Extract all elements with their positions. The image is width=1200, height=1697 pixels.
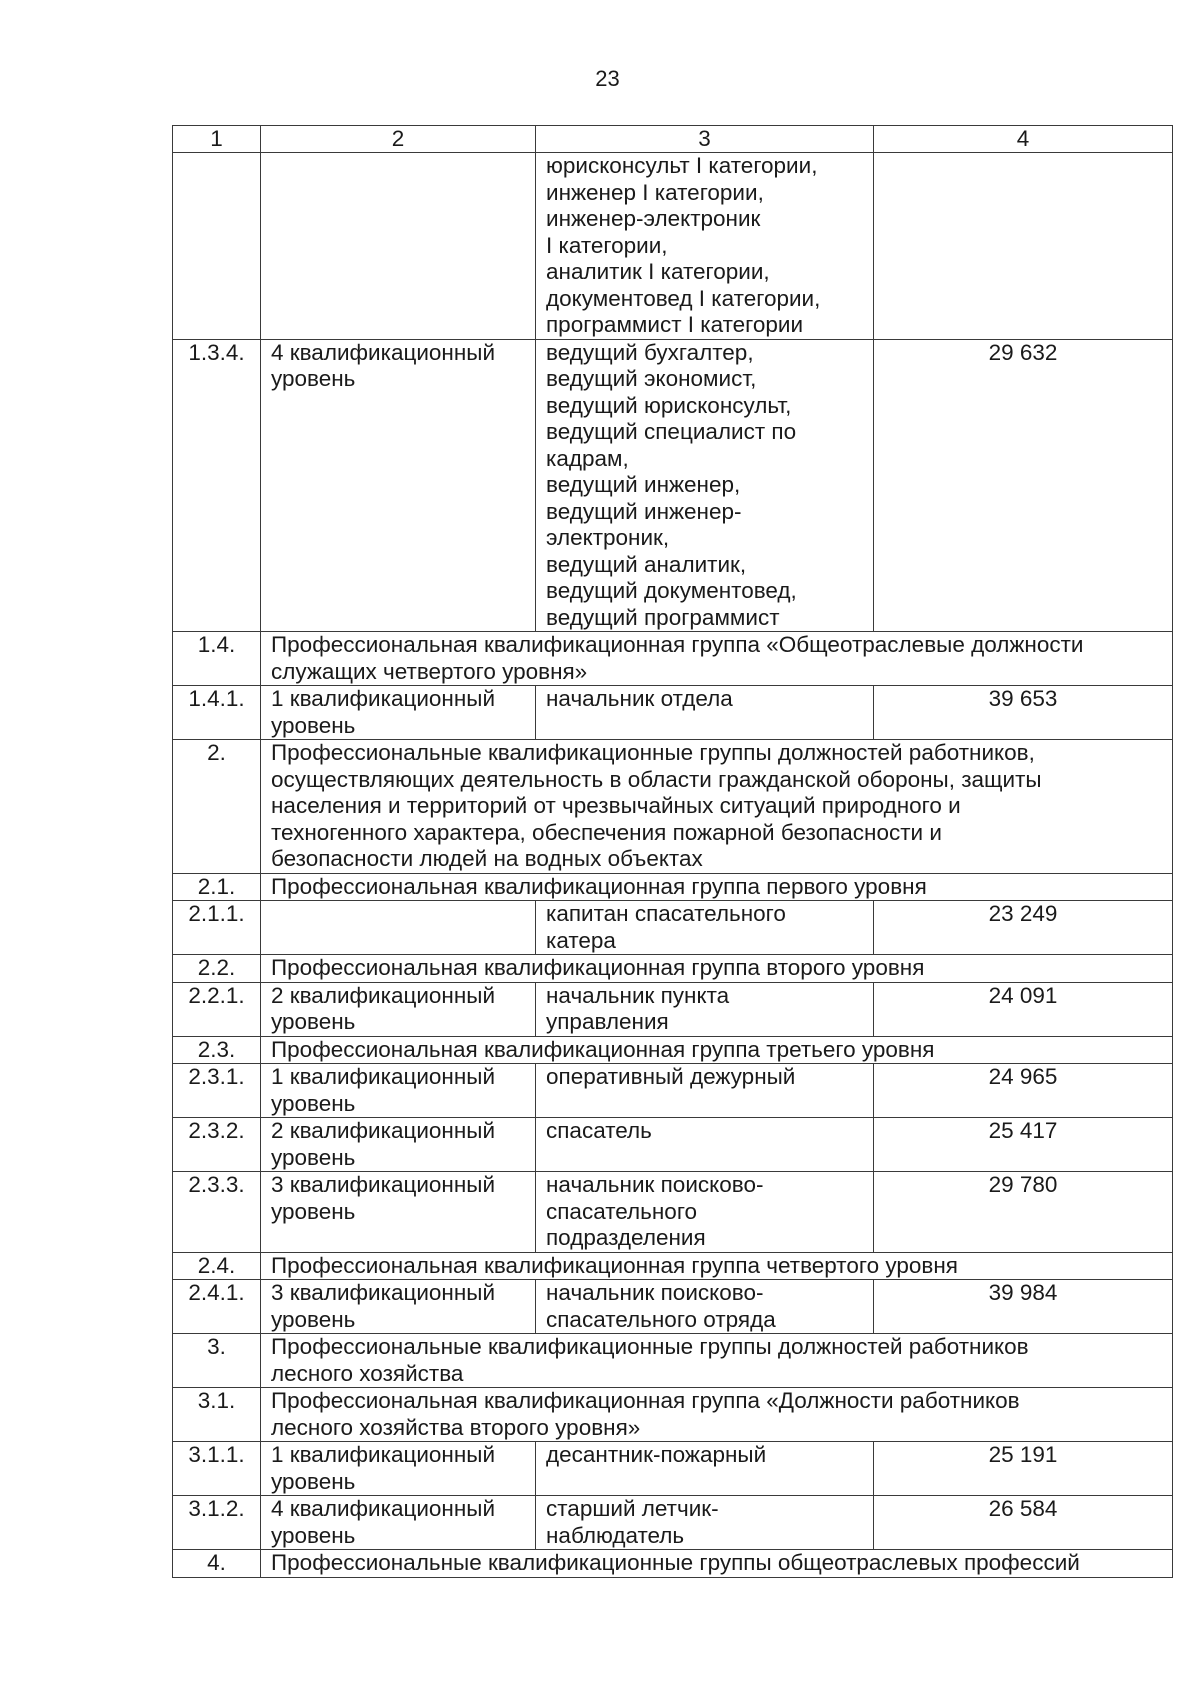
- row-number: 3.1.2.: [173, 1496, 261, 1550]
- row-number: 2.1.1.: [173, 901, 261, 955]
- salary-value: 23 249: [874, 901, 1173, 955]
- row-number: 3.1.1.: [173, 1442, 261, 1496]
- group-title-line: Профессиональная квалификационная группа третьего уровня: [271, 1036, 935, 1062]
- group-title-line: осуществляющих деятельность в области гражданской обороны, защиты: [271, 766, 1042, 792]
- group-title: [261, 740, 1173, 874]
- positions-cell: [536, 1064, 874, 1118]
- group-title-line: Профессиональная квалификационная группа «Общеотраслевые должности: [271, 632, 1084, 657]
- position-line: спасательного: [546, 1198, 698, 1224]
- position-line: юрисконсульт I категории,: [546, 153, 818, 178]
- group-title-line: лесного хозяйства второго уровня»: [271, 1414, 641, 1440]
- row-number: 2.3.: [173, 1036, 261, 1064]
- group-heading-row: [173, 740, 1173, 874]
- table-row: [173, 1064, 1173, 1118]
- table-row: [173, 153, 1173, 340]
- row-number: 2.4.1.: [173, 1280, 261, 1334]
- qualification-level: 1 квалификационный уровень: [261, 1442, 536, 1496]
- group-title-line: Профессиональные квалификационные группы должностей работников: [271, 1334, 1029, 1359]
- group-title-line: Профессиональные квалификационные группы должностей работников,: [271, 740, 1035, 765]
- row-number: 3.: [173, 1334, 261, 1388]
- position-line: капитан спасательного: [546, 901, 786, 926]
- table-row: [173, 1172, 1173, 1253]
- page-number: 23: [595, 66, 620, 91]
- group-title-line: Профессиональная квалификационная группа второго уровня: [271, 955, 925, 980]
- header-col-4: 4: [874, 126, 1173, 153]
- table-row: [173, 1442, 1173, 1496]
- row-number: 2.2.1.: [173, 982, 261, 1036]
- group-title: [261, 873, 1173, 901]
- positions-cell: [536, 901, 874, 955]
- positions-cell: [536, 982, 874, 1036]
- position-line: ведущий специалист по: [546, 419, 797, 444]
- row-number: 2.2.: [173, 955, 261, 983]
- group-heading-row: [173, 1334, 1173, 1388]
- table-row: [173, 982, 1173, 1036]
- table-row: [173, 1280, 1173, 1334]
- position-line: ведущий программист: [546, 604, 780, 630]
- salary-value: 25 417: [874, 1118, 1173, 1172]
- qualification-level: 1 квалификационный уровень: [261, 1064, 536, 1118]
- table-row: [173, 1118, 1173, 1172]
- position-line: программист I категории: [546, 312, 804, 337]
- salary-value: 24 091: [874, 982, 1173, 1036]
- position-line: начальник пункта: [546, 982, 730, 1008]
- position-line: начальник поисково-: [546, 1280, 764, 1305]
- group-heading-row: [173, 1550, 1173, 1578]
- table-row: [173, 686, 1173, 740]
- positions-cell: [536, 1280, 874, 1334]
- group-heading-row: [173, 955, 1173, 983]
- row-number: 2.4.: [173, 1252, 261, 1280]
- position-line: I категории,: [546, 232, 668, 258]
- positions-cell: [536, 686, 874, 740]
- row-number: 2.3.2.: [173, 1118, 261, 1172]
- qualification-level: [261, 901, 536, 955]
- position-line: инженер I категории,: [546, 179, 764, 205]
- group-heading-row: [173, 632, 1173, 686]
- position-line: наблюдатель: [546, 1522, 685, 1548]
- row-number: 1.3.4.: [173, 339, 261, 632]
- position-line: оперативный дежурный: [546, 1064, 796, 1089]
- table-header-row: [173, 126, 1173, 153]
- salary-value: 39 653: [874, 686, 1173, 740]
- group-title-line: лесного хозяйства: [271, 1360, 464, 1386]
- position-line: электроник,: [546, 525, 670, 550]
- table-row: [173, 1496, 1173, 1550]
- row-number: [173, 153, 261, 340]
- group-title: [261, 1334, 1173, 1388]
- position-line: кадрам,: [546, 445, 629, 471]
- header-col-2: 2: [261, 126, 536, 153]
- group-heading-row: [173, 873, 1173, 901]
- positions-cell: [536, 339, 874, 632]
- position-line: десантник-пожарный: [546, 1442, 767, 1467]
- position-line: ведущий инженер-: [546, 498, 742, 524]
- qualification-level: 4 квалификационный уровень: [261, 1496, 536, 1550]
- qualification-level: 2 квалификационный уровень: [261, 1118, 536, 1172]
- position-line: документовед I категории,: [546, 285, 821, 311]
- salary-value: [874, 153, 1173, 340]
- qualification-level: 4 квалификационный уровень: [261, 339, 536, 632]
- group-title: [261, 632, 1173, 686]
- group-title: [261, 955, 1173, 983]
- row-number: 1.4.: [173, 632, 261, 686]
- position-line: катера: [546, 927, 616, 953]
- salary-value: 24 965: [874, 1064, 1173, 1118]
- position-line: управления: [546, 1009, 669, 1034]
- row-number: 2.3.3.: [173, 1172, 261, 1253]
- group-heading-row: [173, 1036, 1173, 1064]
- table-row: [173, 901, 1173, 955]
- positions-cell: [536, 1442, 874, 1496]
- salary-value: 29 632: [874, 339, 1173, 632]
- group-title-line: Профессиональные квалификационные группы общеотраслевых профессий: [271, 1550, 1080, 1575]
- header-col-3: 3: [536, 126, 874, 153]
- group-title: [261, 1388, 1173, 1442]
- qualification-level: 2 квалификационный уровень: [261, 982, 536, 1036]
- position-line: ведущий документовед,: [546, 578, 797, 603]
- group-title: [261, 1036, 1173, 1064]
- group-title: [261, 1550, 1173, 1578]
- group-title-line: Профессиональная квалификационная группа первого уровня: [271, 873, 927, 899]
- position-line: начальник поисково-: [546, 1172, 764, 1197]
- position-line: инженер-электроник: [546, 206, 761, 231]
- positions-cell: [536, 1496, 874, 1550]
- header-col-1: 1: [173, 126, 261, 153]
- group-heading-row: [173, 1388, 1173, 1442]
- row-number: 2.3.1.: [173, 1064, 261, 1118]
- group-heading-row: [173, 1252, 1173, 1280]
- salary-value: 26 584: [874, 1496, 1173, 1550]
- qualification-level: [261, 153, 536, 340]
- position-line: старший летчик-: [546, 1496, 719, 1521]
- salary-value: 25 191: [874, 1442, 1173, 1496]
- row-number: 3.1.: [173, 1388, 261, 1442]
- row-number: 1.4.1.: [173, 686, 261, 740]
- group-title-line: техногенного характера, обеспечения пожарной безопасности и: [271, 819, 942, 845]
- group-title-line: безопасности людей на водных объектах: [271, 846, 703, 871]
- position-line: ведущий юрисконсульт,: [546, 392, 792, 418]
- salary-value: 39 984: [874, 1280, 1173, 1334]
- position-line: спасатель: [546, 1118, 652, 1143]
- qualification-level: 1 квалификационный уровень: [261, 686, 536, 740]
- row-number: 4.: [173, 1550, 261, 1578]
- positions-cell: [536, 1172, 874, 1253]
- row-number: 2.: [173, 740, 261, 874]
- position-line: начальник отдела: [546, 686, 733, 711]
- position-line: ведущий инженер,: [546, 472, 741, 497]
- positions-cell: [536, 1118, 874, 1172]
- position-line: ведущий аналитик,: [546, 551, 747, 577]
- table-row: [173, 339, 1173, 632]
- group-title-line: Профессиональная квалификационная группа «Должности работников: [271, 1388, 1020, 1413]
- positions-cell: [536, 153, 874, 340]
- position-line: аналитик I категории,: [546, 259, 770, 284]
- qualification-level: 3 квалификационный уровень: [261, 1172, 536, 1253]
- group-title-line: населения и территорий от чрезвычайных ситуаций природного и: [271, 793, 961, 818]
- group-title-line: служащих четвертого уровня»: [271, 658, 588, 684]
- row-number: 2.1.: [173, 873, 261, 901]
- qualification-level: 3 квалификационный уровень: [261, 1280, 536, 1334]
- salary-value: 29 780: [874, 1172, 1173, 1253]
- position-line: ведущий экономист,: [546, 366, 757, 391]
- position-line: спасательного отряда: [546, 1306, 776, 1332]
- group-title: [261, 1252, 1173, 1280]
- position-line: ведущий бухгалтер,: [546, 339, 754, 365]
- position-line: подразделения: [546, 1225, 706, 1250]
- group-title-line: Профессиональная квалификационная группа четвертого уровня: [271, 1252, 958, 1278]
- qualification-groups-table: [172, 125, 1173, 1578]
